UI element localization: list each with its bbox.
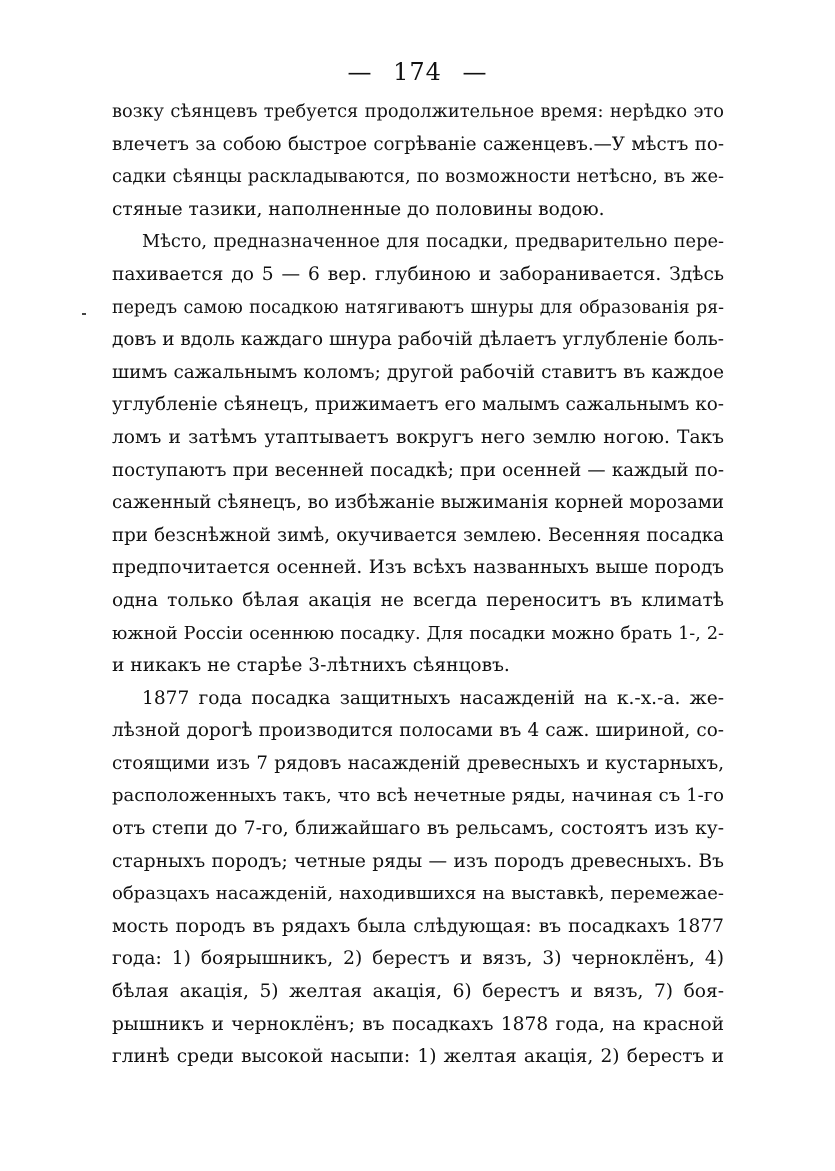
- text-line: саженный сѣянецъ, во избѣжаніе выжиманія корней морозами: [112, 492, 724, 514]
- text-line: глинѣ среди высокой насыпи: 1) желтая акація, 2) берестъ и: [112, 1046, 724, 1068]
- text-line: рышникъ и черноклёнъ; въ посадкахъ 1878 года, на красной: [112, 1013, 724, 1035]
- text-line: расположенныхъ такъ, что всѣ нечетные ряды, начиная съ 1-го: [112, 785, 724, 807]
- text-line: шимъ сажальнымъ коломъ; другой рабочій ставитъ въ каждое: [112, 361, 724, 383]
- text-line: бѣлая акація, 5) желтая акація, 6) берестъ и вязъ, 7) боя-: [112, 981, 724, 1003]
- paragraph-start-line: Мѣсто, предназначенное для посадки, предварительно пере-: [142, 231, 724, 253]
- text-line: углубленіе сѣянецъ, прижимаетъ его малымъ сажальнымъ ко-: [112, 394, 724, 416]
- text-line: предпочитается осенней. Изъ всѣхъ названныхъ выше породъ: [112, 557, 724, 579]
- paragraph-start-line: 1877 года посадка защитныхъ насажденій на к.-х.-а. же-: [142, 687, 724, 709]
- body-text: [112, 96, 724, 1074]
- text-line: мость породъ въ рядахъ была слѣдующая: въ посадкахъ 1877: [112, 915, 724, 937]
- page-number: 174: [393, 58, 442, 86]
- text-line: южной Россіи осеннюю посадку. Для посадки можно брать 1-, 2-: [112, 623, 724, 644]
- text-line: поступаютъ при весенней посадкѣ; при осенней — каждый по-: [112, 459, 724, 481]
- text-line: влечетъ за собою быстрое согрѣваніе саженцевъ.—У мѣстъ по-: [112, 133, 724, 155]
- text-line: ломъ и затѣмъ утаптываетъ вокругъ него землю ногою. Такъ: [112, 426, 724, 448]
- text-line: стоящими изъ 7 рядовъ насажденій древесныхъ и кустарныхъ,: [112, 752, 724, 774]
- text-line: отъ степи до 7-го, ближайшаго въ рельсамъ, состоятъ изъ ку-: [112, 818, 724, 840]
- text-line: при безснѣжной зимѣ, окучивается землею. Весенняя посадка: [112, 524, 724, 546]
- page-header: [0, 58, 835, 86]
- text-line: образцахъ насажденій, находившихся на выставкѣ, перемежае-: [112, 883, 724, 905]
- text-line: садки сѣянцы раскладываются, по возможности нетѣсно, въ же-: [112, 166, 724, 188]
- text-line: стяные тазики, наполненные до половины водою.: [112, 198, 605, 220]
- header-dash-right: —: [462, 58, 488, 86]
- text-line: одна только бѣлая акація не всегда переноситъ въ климатѣ: [112, 589, 724, 611]
- header-dash-left: —: [347, 58, 373, 86]
- margin-mark: [82, 313, 86, 315]
- text-line: лѣзной дорогѣ производится полосами въ 4 саж. шириной, со-: [112, 720, 724, 742]
- text-line: и никакъ не старѣе 3-лѣтнихъ сѣянцовъ.: [112, 655, 510, 677]
- text-line: передъ самою посадкою натягиваютъ шнуры для образованія ря-: [112, 297, 724, 318]
- text-line: довъ и вдоль каждаго шнура рабочій дѣлаетъ углубленіе боль-: [112, 329, 724, 351]
- text-line: пахивается до 5 — 6 вер. глубиною и заборанивается. Здѣсь: [112, 263, 724, 285]
- text-line: возку сѣянцевъ требуется продолжительное время: нерѣдко это: [112, 101, 724, 122]
- text-line: старныхъ породъ; четные ряды — изъ породъ древесныхъ. Въ: [112, 850, 724, 872]
- text-line: года: 1) боярышникъ, 2) берестъ и вязъ, 3) черноклёнъ, 4): [112, 948, 724, 970]
